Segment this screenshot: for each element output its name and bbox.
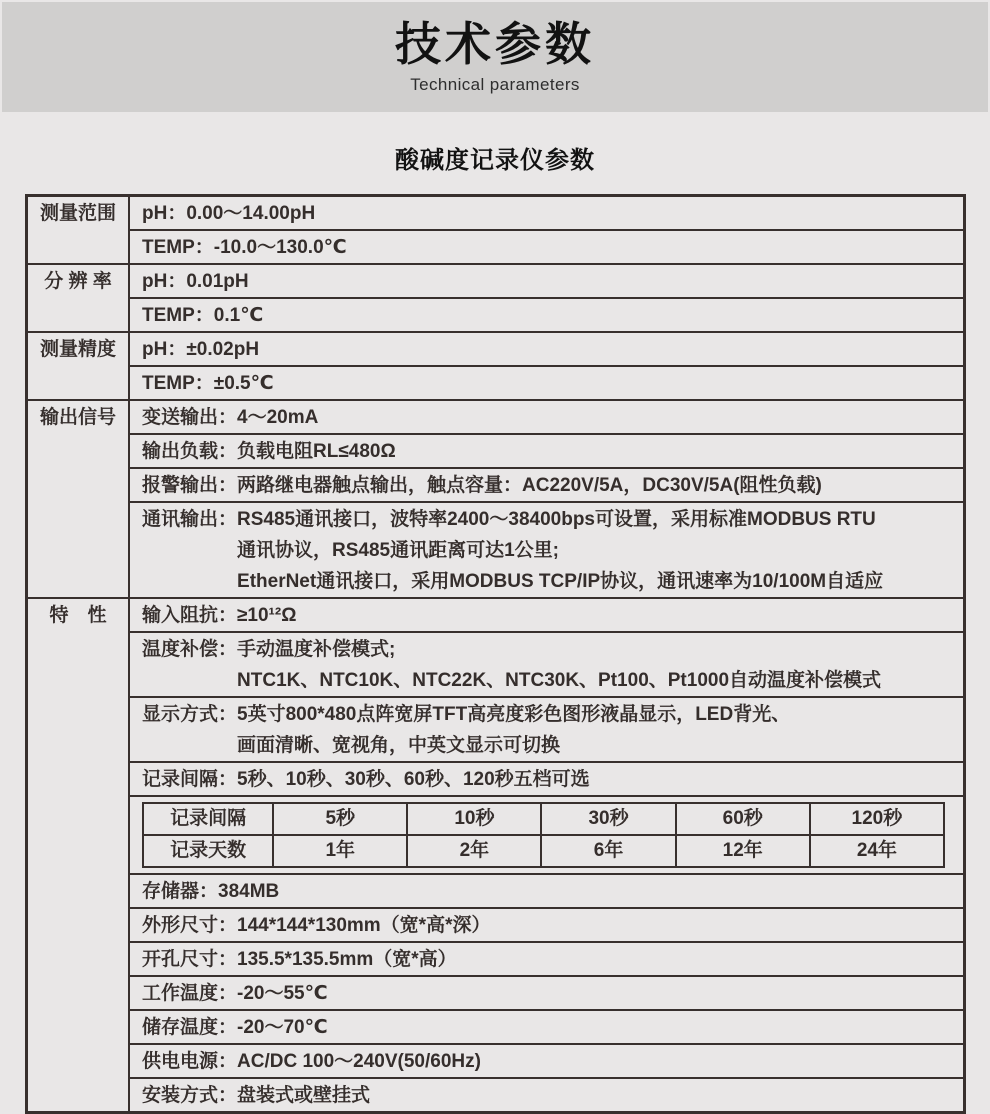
category-cell-output-signal: 输出信号 xyxy=(27,400,130,598)
table-row xyxy=(27,400,965,434)
record-table-cell: 12年 xyxy=(676,835,810,867)
record-table-cell: 60秒 xyxy=(676,803,810,835)
table-row xyxy=(27,434,965,468)
table-row xyxy=(27,366,965,400)
header-banner xyxy=(2,2,988,112)
spec-cell: 外形尺寸：144*144*130mm（宽*高*深） xyxy=(129,908,965,942)
table-row xyxy=(27,796,965,874)
page-title: 技术参数 xyxy=(395,18,595,71)
category-cell-accuracy: 测量精度 xyxy=(27,332,130,400)
spec-multiline: RS485通讯接口，波特率2400～38400bps可设置，采用标准MODBUS RTU 通讯协议，RS485通讯距离可达1公里; EtherNet通讯接口，采用MODBUS TCP/IP协议，通讯速率为10/100M自适应 xyxy=(237,509,884,592)
table-row xyxy=(27,1078,965,1113)
record-table-cell: 5秒 xyxy=(273,803,407,835)
spec-cell: 开孔尺寸：135.5*135.5mm（宽*高） xyxy=(129,942,965,976)
record-table-cell: 记录间隔 xyxy=(143,803,273,835)
spec-multiline: 5英寸800*480点阵宽屏TFT高亮度彩色图形液晶显示，LED背光、 画面清晰、宽视角，中英文显示可切换 xyxy=(237,704,791,756)
record-table-cell: 30秒 xyxy=(541,803,675,835)
spec-cell: 记录间隔：5秒、10秒、30秒、60秒、120秒五档可选 xyxy=(129,762,965,796)
table-row xyxy=(27,1010,965,1044)
spec-cell: 工作温度：-20～55℃ xyxy=(129,976,965,1010)
spec-cell: pH：0.00～14.00pH xyxy=(129,196,965,231)
table-row xyxy=(27,1044,965,1078)
record-capacity-table xyxy=(142,802,945,868)
record-table-cell: 10秒 xyxy=(407,803,541,835)
spec-prefix: 显示方式： xyxy=(142,704,238,725)
table-row xyxy=(27,196,965,231)
spec-cell: 存储器：384MB xyxy=(129,874,965,908)
spec-cell: 输入阻抗：≥10¹²Ω xyxy=(129,598,965,632)
category-cell-features: 特 性 xyxy=(27,598,130,1113)
record-table-cell: 1年 xyxy=(273,835,407,867)
spec-cell: TEMP：0.1℃ xyxy=(129,298,965,332)
record-interval-row xyxy=(143,803,944,835)
table-row xyxy=(27,230,965,264)
record-table-cell: 2年 xyxy=(407,835,541,867)
spec-cell: 输出负载：负载电阻RL≤480Ω xyxy=(129,434,965,468)
table-row xyxy=(27,942,965,976)
spec-prefix: 通讯输出： xyxy=(142,509,238,530)
table-row xyxy=(27,332,965,366)
page-subtitle: Technical parameters xyxy=(410,74,580,94)
spec-cell: 供电电源：AC/DC 100～240V(50/60Hz) xyxy=(129,1044,965,1078)
spec-table xyxy=(25,194,966,1114)
spec-cell: 安装方式：盘装式或壁挂式 xyxy=(129,1078,965,1113)
record-table-cell-wrapper xyxy=(129,796,965,874)
spec-cell: 变送输出：4～20mA xyxy=(129,400,965,434)
table-title: 酸碱度记录仪参数 xyxy=(395,147,595,174)
category-cell-measure-range: 测量范围 xyxy=(27,196,130,265)
table-row xyxy=(27,632,965,697)
record-table-cell: 6年 xyxy=(541,835,675,867)
table-row xyxy=(27,468,965,502)
spec-cell: 储存温度：-20～70℃ xyxy=(129,1010,965,1044)
spec-cell-communication xyxy=(129,502,965,598)
table-row xyxy=(27,976,965,1010)
spec-cell: TEMP：±0.5℃ xyxy=(129,366,965,400)
spec-prefix: 温度补偿： xyxy=(142,639,238,660)
record-table-cell: 120秒 xyxy=(810,803,944,835)
table-row xyxy=(27,908,965,942)
table-row xyxy=(27,762,965,796)
spec-cell-temp-compensation xyxy=(129,632,965,697)
table-row xyxy=(27,298,965,332)
spec-cell: 报警输出：两路继电器触点输出，触点容量：AC220V/5A，DC30V/5A(阻性负载) xyxy=(129,468,965,502)
spec-multiline: 手动温度补偿模式; NTC1K、NTC10K、NTC22K、NTC30K、Pt100、Pt1000自动温度补偿模式 xyxy=(237,639,882,691)
spec-cell: pH：0.01pH xyxy=(129,264,965,298)
record-table-cell: 记录天数 xyxy=(143,835,273,867)
table-row xyxy=(27,598,965,632)
record-table-cell: 24年 xyxy=(810,835,944,867)
category-cell-resolution: 分 辨 率 xyxy=(27,264,130,332)
spec-cell: TEMP：-10.0～130.0℃ xyxy=(129,230,965,264)
spec-cell: pH：±0.02pH xyxy=(129,332,965,366)
record-days-row xyxy=(143,835,944,867)
table-row xyxy=(27,502,965,598)
table-row xyxy=(27,874,965,908)
spec-cell-display-mode xyxy=(129,697,965,762)
table-row xyxy=(27,264,965,298)
table-row xyxy=(27,697,965,762)
